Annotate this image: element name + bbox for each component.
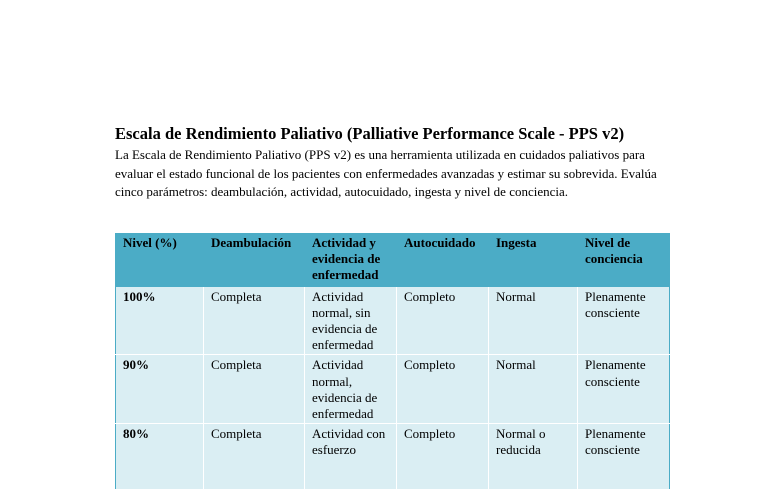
cell-nivel: 90% — [116, 355, 204, 424]
cell-conciencia: Plenamente consciente — [578, 286, 670, 355]
document-page — [115, 124, 670, 458]
pps-table — [115, 233, 670, 490]
cell-actividad: Actividad normal, sin evidencia de enfermedad — [305, 286, 397, 355]
header-deambulacion: Deambulación — [204, 234, 305, 287]
cell-deambulacion: Completa — [204, 355, 305, 424]
cell-autocuidado: Completo — [397, 286, 489, 355]
cell-ingesta: Normal o reducida — [489, 424, 578, 490]
document-title: Escala de Rendimiento Paliativo (Palliative Performance Scale - PPS v2) — [115, 124, 625, 143]
cell-deambulacion: Completa — [204, 286, 305, 355]
table-row — [116, 286, 670, 355]
table-row — [116, 424, 670, 490]
header-ingesta: Ingesta — [489, 234, 578, 287]
cell-deambulacion: Completa — [204, 424, 305, 490]
header-nivel: Nivel (%) — [116, 234, 204, 287]
cell-conciencia: Plenamente consciente — [578, 424, 670, 490]
cell-conciencia: Plenamente consciente — [578, 355, 670, 424]
cell-ingesta: Normal — [489, 286, 578, 355]
table-row — [116, 355, 670, 424]
cell-nivel: 100% — [116, 286, 204, 355]
table-header-row — [116, 234, 670, 287]
cell-autocuidado: Completo — [397, 424, 489, 490]
intro-paragraph: La Escala de Rendimiento Paliativo (PPS v2) es una herramienta utilizada en cuidados paliativos para evaluar el estado funcional de los pacientes con enfermedades avanzadas y estimar su sobrevida. Evalúa cinco parámetros: deambulación, actividad, autocuidado, ingesta y nivel de conciencia. — [115, 147, 657, 199]
cell-nivel: 80% — [116, 424, 204, 490]
cell-actividad: Actividad normal, evidencia de enfermedad — [305, 355, 397, 424]
cell-autocuidado: Completo — [397, 355, 489, 424]
header-conciencia: Nivel de conciencia — [578, 234, 670, 287]
header-autocuidado: Autocuidado — [397, 234, 489, 287]
header-actividad: Actividad y evidencia de enfermedad — [305, 234, 397, 287]
cell-ingesta: Normal — [489, 355, 578, 424]
cell-actividad: Actividad con esfuerzo — [305, 424, 397, 490]
